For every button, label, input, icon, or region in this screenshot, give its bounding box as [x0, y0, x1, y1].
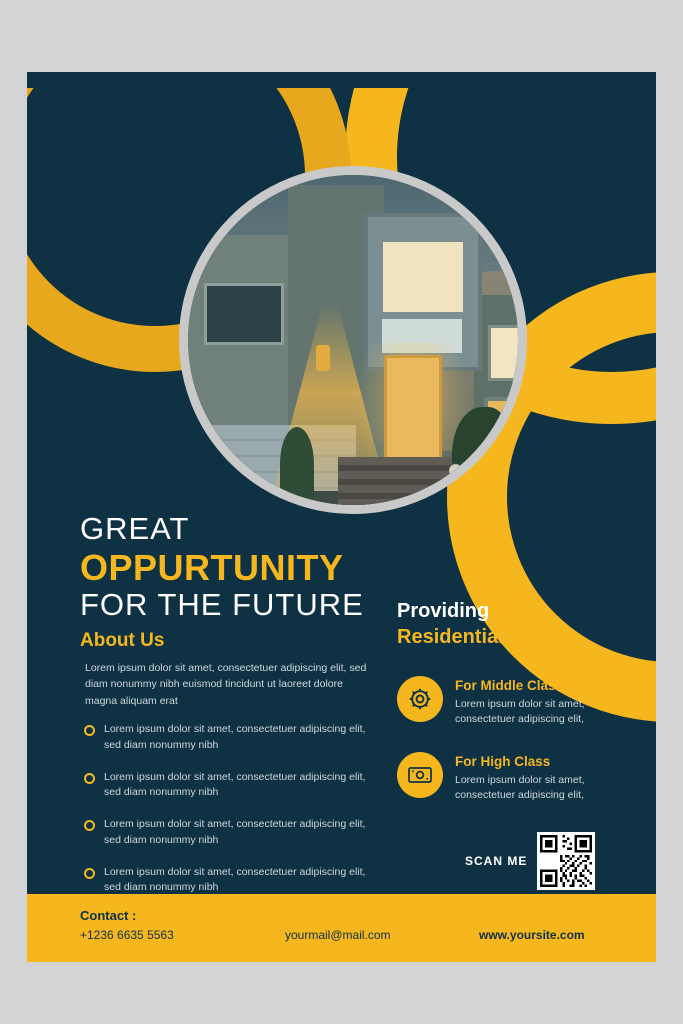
footer-bar: [27, 894, 656, 962]
qr-code-icon[interactable]: [537, 832, 595, 890]
contact-website[interactable]: www.yoursite.com: [479, 928, 585, 942]
about-title: About Us: [80, 630, 165, 651]
contact-email[interactable]: yourmail@mail.com: [285, 928, 391, 942]
photo-front-door: [384, 355, 442, 471]
flyer-document: [27, 72, 656, 962]
scan-block: [465, 832, 595, 890]
service-description: Lorem ipsum dolor sit amet, consectetuer adipiscing elit,: [455, 698, 585, 726]
list-item: Lorem ipsum dolor sit amet, consectetuer adipiscing elit, sed diam nonummy nibh: [80, 770, 380, 802]
service-text: [455, 752, 623, 803]
providing-line-1: Providing: [397, 600, 490, 622]
gear-icon: [397, 676, 443, 722]
headline-line-3: FOR THE FUTURE: [80, 587, 364, 623]
money-icon: [397, 752, 443, 798]
contact-label: Contact :: [80, 908, 137, 923]
service-item-middle-class: [397, 676, 629, 727]
contact-phone[interactable]: +1236 6635 5563: [80, 928, 174, 942]
decorative-top-mask: [27, 72, 656, 88]
about-body: Lorem ipsum dolor sit amet, consectetuer adipiscing elit, sed diam nonummy nibh euismod tincidunt ut laoreet dolore magna aliquam erat: [85, 662, 367, 707]
photo-flowers: [438, 453, 482, 497]
list-item: Lorem ipsum dolor sit amet, consectetuer adipiscing elit, sed diam nonummy nibh: [80, 722, 380, 754]
service-title: For Middle Class: [455, 678, 564, 693]
service-item-high-class: [397, 752, 629, 803]
photo-wall-lamp: [316, 345, 330, 371]
photo-left-window: [204, 283, 284, 345]
photo-shrub-left: [280, 427, 314, 501]
headline-line-2: OPPURTUNITY: [80, 546, 344, 588]
photo-upper-window: [378, 237, 468, 317]
hero-photo: [179, 166, 527, 514]
about-bullet-list: [80, 722, 380, 912]
headline-line-1: GREAT: [80, 511, 190, 546]
service-title: For High Class: [455, 754, 551, 769]
service-description: Lorem ipsum dolor sit amet, consectetuer adipiscing elit,: [455, 774, 585, 802]
scan-label: SCAN ME: [465, 854, 528, 868]
providing-block: [397, 598, 627, 650]
headline-block: [80, 512, 410, 623]
list-item: Lorem ipsum dolor sit amet, consectetuer adipiscing elit, sed diam nonummy nibh: [80, 865, 380, 897]
providing-line-2: Residential Service: [397, 626, 581, 648]
list-item: Lorem ipsum dolor sit amet, consectetuer adipiscing elit, sed diam nonummy nibh: [80, 817, 380, 849]
photo-right-window: [488, 325, 527, 381]
service-text: [455, 676, 623, 727]
